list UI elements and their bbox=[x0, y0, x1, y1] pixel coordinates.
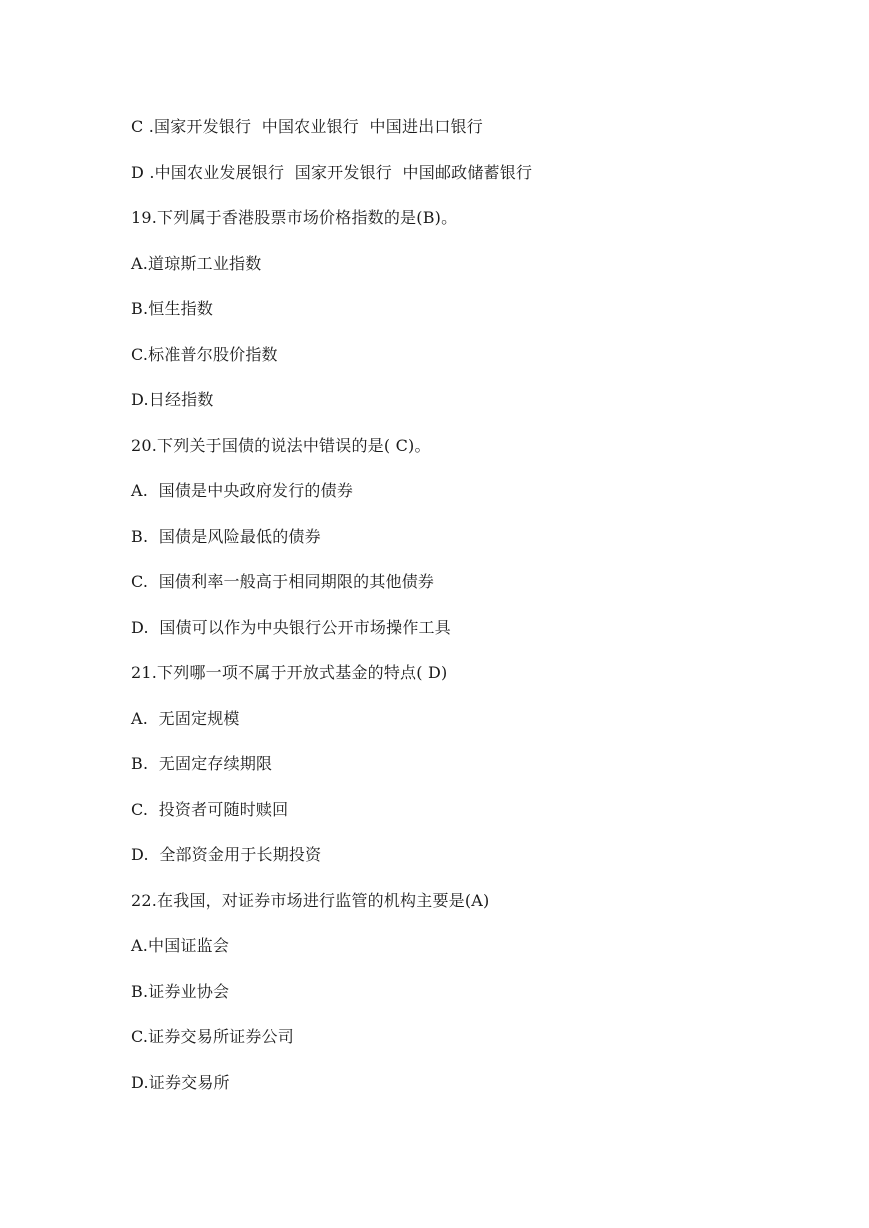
q22-option-a: A.中国证监会 bbox=[131, 936, 230, 955]
q19-option-c: C.标准普尔股价指数 bbox=[131, 345, 278, 364]
q21-option-c: C. 投资者可随时赎回 bbox=[131, 800, 289, 819]
q19-option-a: A.道琼斯工业指数 bbox=[131, 254, 262, 273]
q21-question: 21.下列哪一项不属于开放式基金的特点( D) bbox=[131, 663, 448, 682]
q19-question: 19.下列属于香港股票市场价格指数的是(B)。 bbox=[131, 208, 458, 227]
q21-option-a: A. 无固定规模 bbox=[131, 709, 240, 728]
q22-question: 22.在我国，对证券市场进行监管的机构主要是(A) bbox=[131, 891, 490, 910]
q20-question: 20.下列关于国债的说法中错误的是( C)。 bbox=[131, 436, 431, 455]
q21-option-d: D. 全部资金用于长期投资 bbox=[131, 845, 322, 864]
q19-option-d: D.日经指数 bbox=[131, 390, 214, 409]
q20-option-b: B. 国债是风险最低的债券 bbox=[131, 527, 321, 546]
q20-option-a: A. 国债是中央政府发行的债券 bbox=[131, 481, 354, 500]
q20-option-c: C. 国债利率一般高于相同期限的其他债券 bbox=[131, 572, 435, 591]
q18-option-c: C .国家开发银行 中国农业银行 中国进出口银行 bbox=[131, 117, 483, 136]
q22-option-d: D.证券交易所 bbox=[131, 1073, 230, 1092]
q22-option-b: B.证券业协会 bbox=[131, 982, 230, 1001]
q18-option-d: D .中国农业发展银行 国家开发银行 中国邮政储蓄银行 bbox=[131, 163, 533, 182]
q20-option-d: D. 国债可以作为中央银行公开市场操作工具 bbox=[131, 618, 451, 637]
q21-option-b: B. 无固定存续期限 bbox=[131, 754, 273, 773]
q19-option-b: B.恒生指数 bbox=[131, 299, 214, 318]
q22-option-c: C.证券交易所证券公司 bbox=[131, 1027, 294, 1046]
